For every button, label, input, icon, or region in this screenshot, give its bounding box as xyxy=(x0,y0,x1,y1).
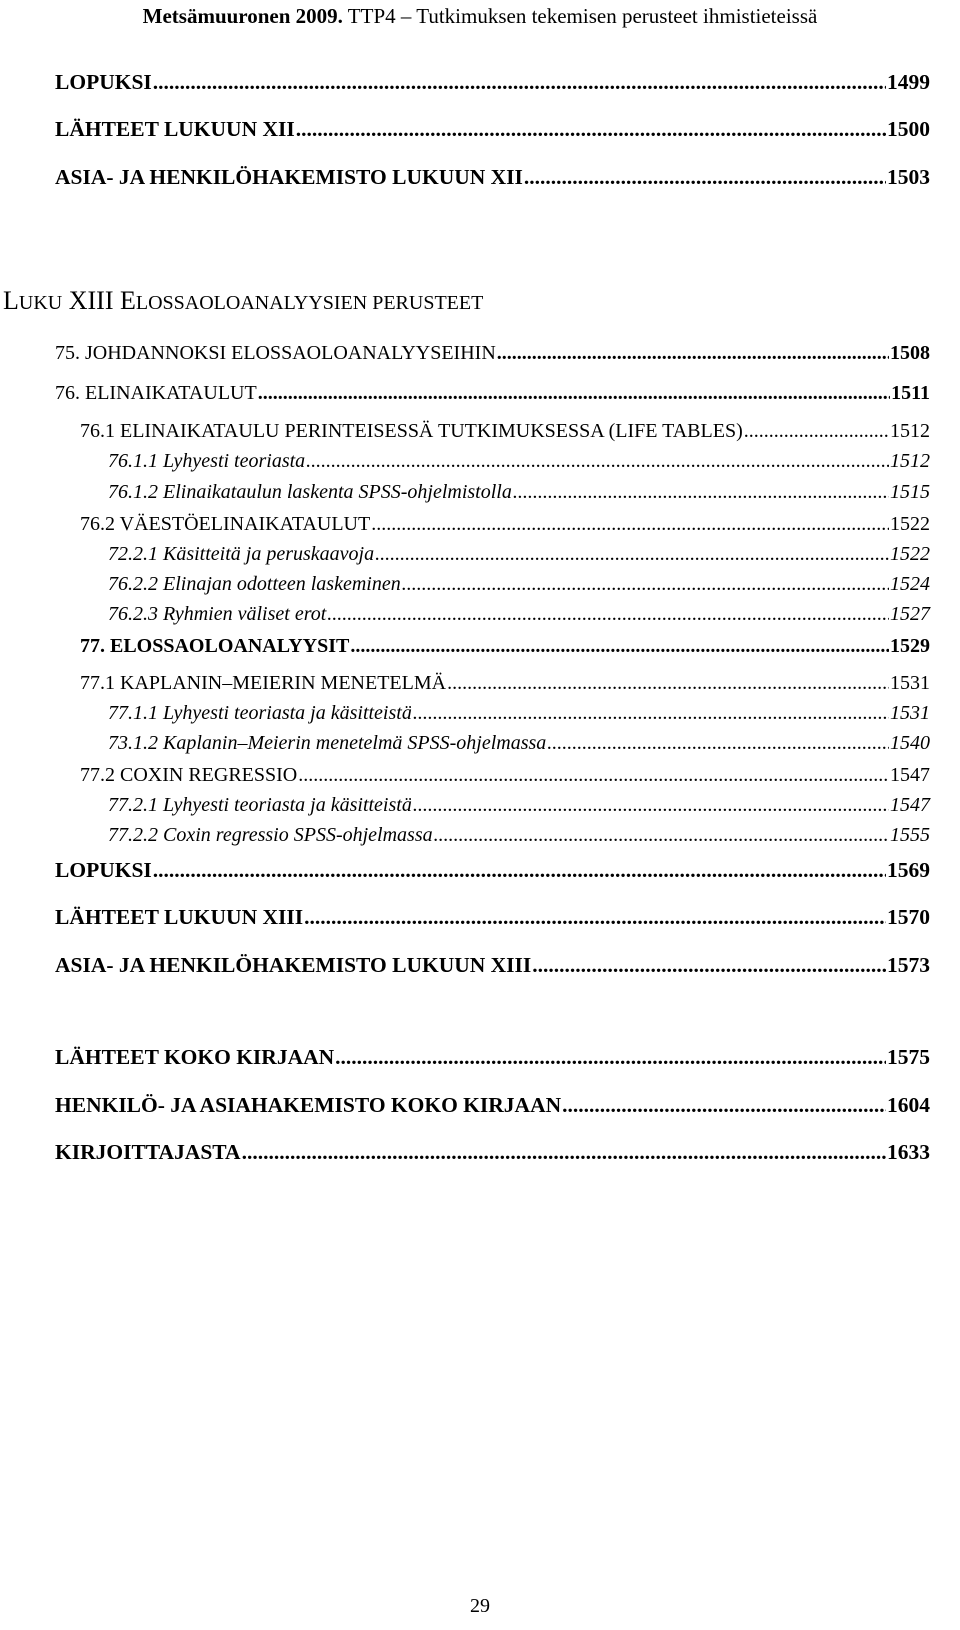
toc-entry-title: 77.2.1 Lyhyesti teoriasta ja käsitteistä xyxy=(108,794,412,816)
toc-entry[interactable] xyxy=(80,420,930,443)
toc-entry-page: 1555 xyxy=(890,824,930,846)
toc-entry-title: KIRJOITTAJASTA xyxy=(55,1140,241,1164)
toc-entry-page: 1529 xyxy=(890,635,930,657)
toc-leader xyxy=(298,764,889,787)
toc-entry-title: LÄHTEET LUKUUN XII xyxy=(55,117,295,141)
toc-entry-page: 1570 xyxy=(887,905,930,929)
chapter-heading-uku: UKU xyxy=(18,292,63,314)
toc-leader xyxy=(327,603,889,626)
toc-leader xyxy=(447,672,889,695)
page-number: 29 xyxy=(470,1595,490,1617)
toc-entry[interactable] xyxy=(108,543,930,566)
chapter-heading-e: E xyxy=(120,286,136,315)
toc-leader xyxy=(153,858,886,883)
toc-leader xyxy=(497,342,889,365)
toc-leader xyxy=(335,1045,886,1070)
toc-entry[interactable] xyxy=(80,764,930,787)
toc-entry[interactable] xyxy=(80,513,930,536)
toc-leader xyxy=(371,513,889,536)
toc-leader xyxy=(513,481,889,504)
toc-entry-page: 1633 xyxy=(887,1140,930,1164)
toc-entry-page: 1531 xyxy=(890,702,930,724)
toc-entry-page: 1540 xyxy=(890,732,930,754)
toc-entry-title: ASIA- JA HENKILÖHAKEMISTO LUKUUN XII xyxy=(55,165,523,189)
toc-entry[interactable] xyxy=(108,794,930,817)
toc-entry-title: 77.2 COXIN REGRESSIO xyxy=(80,764,298,786)
toc-entry-page: 1524 xyxy=(890,573,930,595)
toc-entry-page: 1547 xyxy=(890,764,930,786)
toc-entry-page: 1522 xyxy=(890,513,930,535)
toc-entry[interactable] xyxy=(55,858,930,883)
toc-entry-page: 1508 xyxy=(890,342,930,364)
toc-entry[interactable] xyxy=(55,342,930,365)
toc-entry[interactable] xyxy=(55,382,930,405)
toc-entry-page: 1503 xyxy=(887,165,930,189)
toc-entry[interactable] xyxy=(108,732,930,755)
toc-entry[interactable] xyxy=(108,450,930,473)
toc-entry-page: 1573 xyxy=(887,953,930,977)
toc-entry-title: 76. ELINAIKATAULUT xyxy=(55,382,257,404)
toc-entry-title: 73.1.2 Kaplanin–Meierin menetelmä SPSS-ohjelmassa xyxy=(108,732,547,754)
toc-entry-page: 1515 xyxy=(890,481,930,503)
toc-entry-page: 1531 xyxy=(890,672,930,694)
toc-entry-title: LÄHTEET KOKO KIRJAAN xyxy=(55,1045,335,1069)
toc-entry[interactable] xyxy=(108,481,930,504)
chapter-heading xyxy=(3,286,483,316)
toc-entry-title: LOPUKSI xyxy=(55,858,152,882)
toc-leader xyxy=(524,165,886,190)
toc-entry-page: 1575 xyxy=(887,1045,930,1069)
toc-entry-title: 76.2.2 Elinajan odotteen laskeminen xyxy=(108,573,401,595)
header-title: TTP4 – Tutkimuksen tekemisen perusteet ihmistieteissä xyxy=(342,4,818,28)
toc-entry[interactable] xyxy=(55,953,930,978)
toc-leader xyxy=(413,794,889,817)
toc-entry[interactable] xyxy=(55,1140,930,1165)
toc-entry-page: 1499 xyxy=(887,70,930,94)
toc-leader xyxy=(306,450,889,473)
toc-entry[interactable] xyxy=(108,603,930,626)
toc-leader xyxy=(350,635,889,658)
toc-entry-title: 75. JOHDANNOKSI ELOSSAOLOANALYYSEIHIN xyxy=(55,342,496,364)
toc-entry[interactable] xyxy=(80,672,930,695)
toc-entry-page: 1527 xyxy=(890,603,930,625)
chapter-heading-l: L xyxy=(3,286,19,315)
toc-entry-title: 76.1 ELINAIKATAULU PERINTEISESSÄ TUTKIMUKSESSA (LIFE TABLES) xyxy=(80,420,743,442)
toc-entry-title: 77.1.1 Lyhyesti teoriasta ja käsitteistä xyxy=(108,702,412,724)
toc-entry-page: 1569 xyxy=(887,858,930,882)
toc-entry-title: 76.2 VÄESTÖELINAIKATAULUT xyxy=(80,513,371,535)
toc-entry[interactable] xyxy=(55,117,930,142)
toc-entry[interactable] xyxy=(55,1045,930,1070)
toc-entry[interactable] xyxy=(55,165,930,190)
toc-entry-page: 1511 xyxy=(891,382,930,404)
toc-entry-title: 77.1 KAPLANIN–MEIERIN MENETELMÄ xyxy=(80,672,447,694)
toc-entry-page: 1522 xyxy=(890,543,930,565)
chapter-heading-rest: LOSSAOLOANALYYSIEN PERUSTEET xyxy=(135,292,484,314)
toc-leader xyxy=(413,702,889,725)
toc-entry-title: LOPUKSI xyxy=(55,70,152,94)
toc-leader xyxy=(258,382,890,405)
toc-entry-title: 76.1.2 Elinaikataulun laskenta SPSS-ohjelmistolla xyxy=(108,481,512,503)
toc-leader xyxy=(242,1140,886,1165)
toc-leader xyxy=(547,732,889,755)
toc-entry-title: LÄHTEET LUKUUN XIII xyxy=(55,905,304,929)
toc-leader xyxy=(744,420,889,443)
toc-leader xyxy=(434,824,889,847)
toc-entry-title: ASIA- JA HENKILÖHAKEMISTO LUKUUN XIII xyxy=(55,953,532,977)
toc-entry-title: 76.1.1 Lyhyesti teoriasta xyxy=(108,450,306,472)
toc-entry-page: 1604 xyxy=(887,1093,930,1117)
toc-entry[interactable] xyxy=(55,70,930,95)
toc-entry[interactable] xyxy=(80,635,930,658)
toc-entry[interactable] xyxy=(55,905,930,930)
toc-entry[interactable] xyxy=(108,824,930,847)
toc-entry-title: 76.2.3 Ryhmien väliset erot xyxy=(108,603,327,625)
toc-entry-title: HENKILÖ- JA ASIAHAKEMISTO KOKO KIRJAAN xyxy=(55,1093,562,1117)
toc-entry-page: 1547 xyxy=(890,794,930,816)
chapter-heading-number: XIII xyxy=(68,286,114,315)
toc-leader xyxy=(153,70,886,95)
toc-entry-title: 77.2.2 Coxin regressio SPSS-ohjelmassa xyxy=(108,824,433,846)
toc-leader xyxy=(296,117,886,142)
toc-entry[interactable] xyxy=(108,573,930,596)
toc-leader xyxy=(375,543,889,566)
toc-entry-title: 72.2.1 Käsitteitä ja peruskaavoja xyxy=(108,543,375,565)
toc-entry[interactable] xyxy=(55,1093,930,1118)
header-author-year: Metsämuuronen 2009. xyxy=(142,4,343,28)
toc-entry[interactable] xyxy=(108,702,930,725)
toc-leader xyxy=(562,1093,886,1118)
toc-entry-page: 1500 xyxy=(887,117,930,141)
toc-entry-title: 77. ELOSSAOLOANALYYSIT xyxy=(80,635,350,657)
toc-entry-page: 1512 xyxy=(890,420,930,442)
toc-leader xyxy=(304,905,886,930)
toc-leader xyxy=(402,573,889,596)
toc-leader xyxy=(532,953,886,978)
toc-entry-page: 1512 xyxy=(890,450,930,472)
